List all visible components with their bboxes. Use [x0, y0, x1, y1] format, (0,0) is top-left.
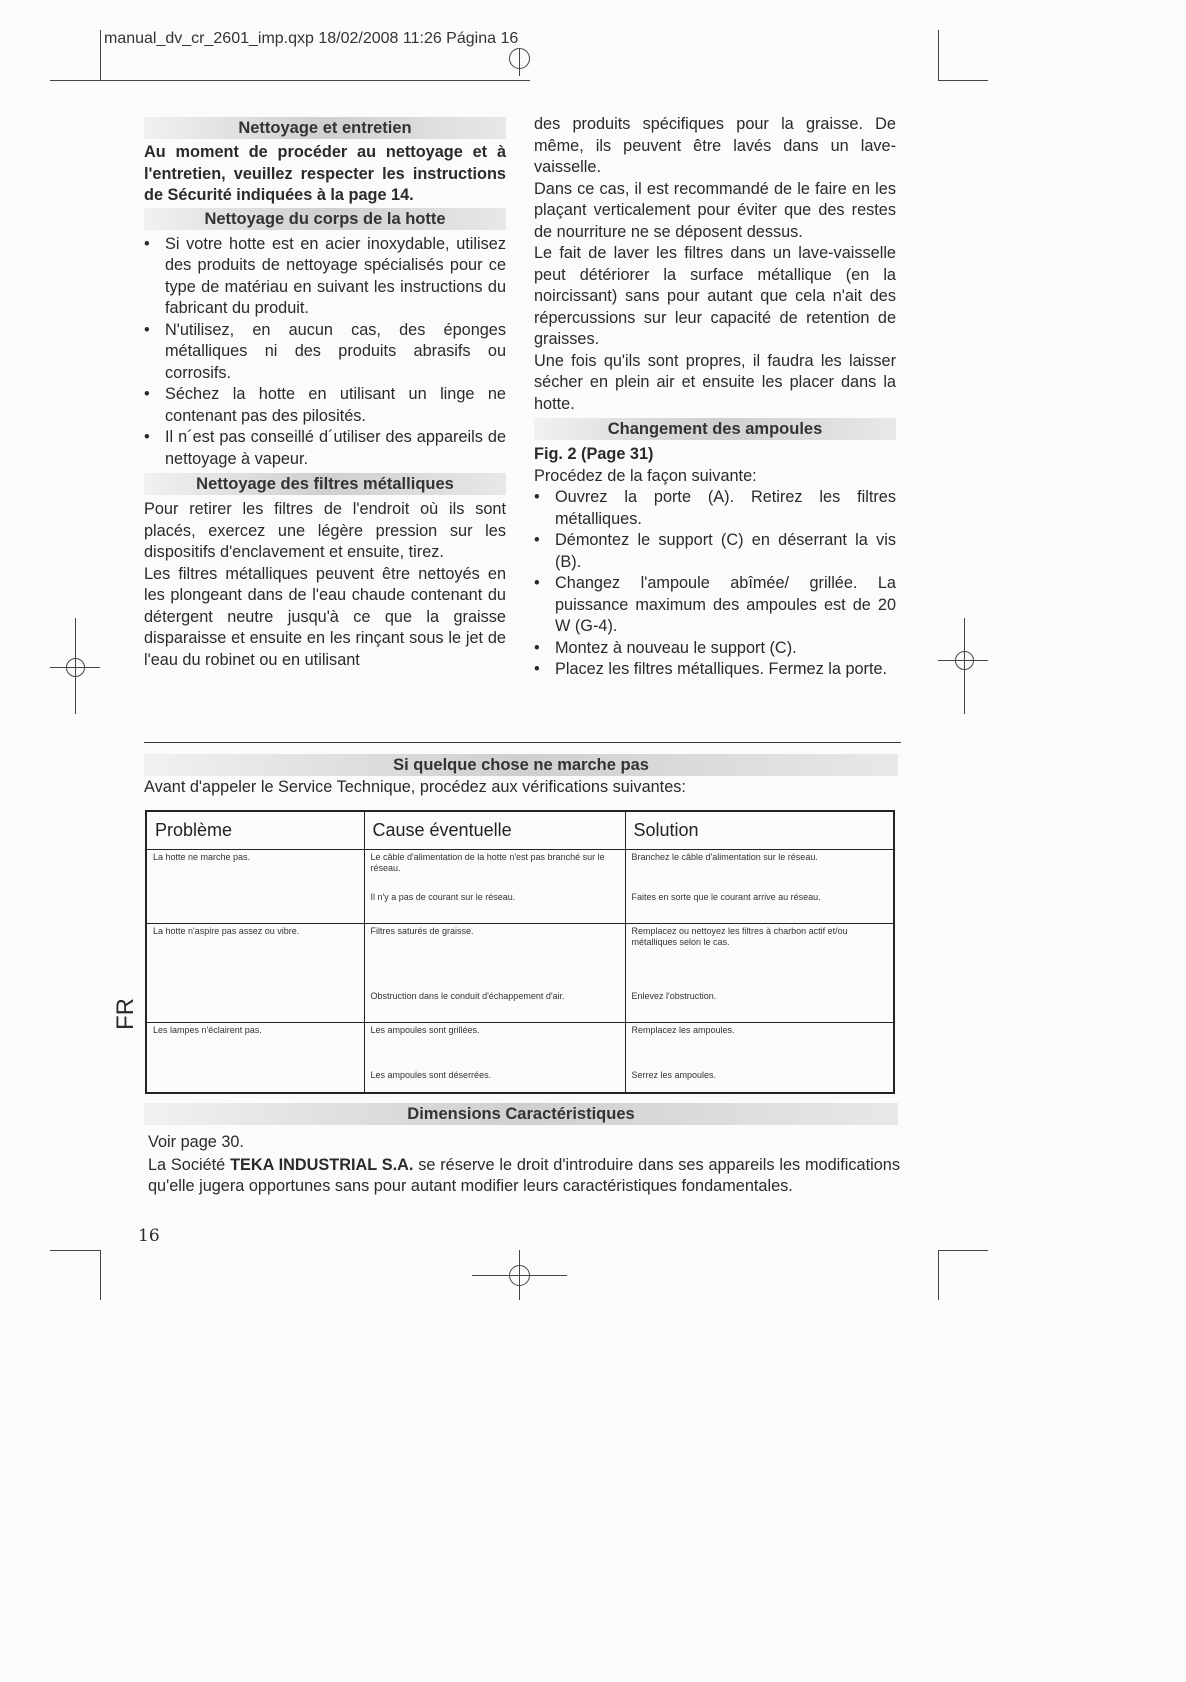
crop-mark: [938, 1250, 988, 1251]
crop-mark: [100, 80, 530, 81]
cause-cell: Filtres saturés de graisse.: [364, 924, 625, 990]
safety-warning: Au moment de procéder au nettoyage et à l'entretien, veuillez respecter les instructions de Sécurité indiquées à la page 14.: [144, 143, 506, 204]
crop-mark: [50, 1250, 101, 1251]
bulb-steps-list: [534, 487, 896, 681]
paragraph: Dans ce cas, il est recommandé de le faire en les plaçant verticalement pour éviter que des restes de nourriture ne se déposent dessus.: [534, 179, 896, 241]
dimensions-text: [148, 1132, 900, 1198]
section-heading-troubleshooting: Si quelque chose ne marche pas: [144, 754, 898, 776]
table-row: [146, 1023, 894, 1069]
divider: [144, 742, 901, 743]
table-row: [146, 1068, 894, 1093]
solution-cell: Enlevez l'obstruction.: [625, 989, 894, 1022]
solution-cell: Branchez le câble d'alimentation sur le réseau.: [625, 850, 894, 891]
troubleshooting-table: [145, 810, 895, 1094]
crop-mark: [938, 80, 988, 81]
paragraph: Pour retirer les filtres de l'endroit où ils sont placés, exercez une légère pression sur les dispositifs d'enclavement et ensuite, tirez.: [144, 500, 506, 561]
crop-mark: [50, 80, 101, 81]
cause-cell: Le câble d'alimentation de la hotte n'est pas branché sur le réseau.: [364, 850, 625, 891]
section-heading-filters: Nettoyage des filtres métalliques: [144, 473, 506, 495]
column-header: Problème: [146, 811, 364, 850]
disclaimer: [148, 1155, 900, 1198]
solution-cell: Serrez les ampoules.: [625, 1068, 894, 1093]
table-header-row: [146, 811, 894, 850]
disclaimer-start: La Société: [148, 1155, 231, 1174]
language-tab: FR: [112, 998, 139, 1030]
problem-cell: [146, 1068, 364, 1093]
table-row: [146, 989, 894, 1022]
crop-mark: [938, 1250, 939, 1300]
list-item: • N'utilisez, en aucun cas, des éponges métalliques ni des produits abrasifs ou corrosifs.: [144, 320, 506, 385]
paragraph: Procédez de la façon suivante:: [534, 466, 757, 485]
section-heading-cleaning: Nettoyage et entretien: [144, 117, 506, 139]
problem-cell: Les lampes n'éclairent pas.: [146, 1023, 364, 1069]
crop-mark: [100, 30, 101, 80]
list-item: • Ouvrez la porte (A). Retirez les filtres métalliques.: [534, 487, 896, 530]
list-item: • Si votre hotte est en acier inoxydable, utilisez des produits de nettoyage spécialisés pour ce type de matériau en suivant les instructions du fabricant du produit.: [144, 234, 506, 320]
solution-cell: Remplacez ou nettoyez les filtres à charbon actif et/ou métalliques selon le cas.: [625, 924, 894, 990]
crop-mark: [100, 1250, 101, 1300]
problem-cell: [146, 890, 364, 923]
paragraph: Le fait de laver les filtres dans un lave-vaisselle peut détériorer la surface métallique (en la noircissant) sans pour autant que cela n'ait des répercussions sur leur capacité de retention de graisses.: [534, 244, 896, 348]
list-item: • Placez les filtres métalliques. Fermez la porte.: [534, 659, 896, 681]
problem-cell: La hotte ne marche pas.: [146, 850, 364, 891]
column-header: Cause éventuelle: [364, 811, 625, 850]
troubleshooting-intro: Avant d'appeler le Service Technique, procédez aux vérifications suivantes:: [144, 778, 686, 796]
cause-cell: Les ampoules sont déserrées.: [364, 1068, 625, 1093]
cause-cell: Les ampoules sont grillées.: [364, 1023, 625, 1069]
list-item: • Séchez la hotte en utilisant un linge ne contenant pas des pilosités.: [144, 384, 506, 427]
list-item: • Montez à nouveau le support (C).: [534, 638, 896, 660]
see-page: Voir page 30.: [148, 1133, 244, 1151]
table-row: [146, 890, 894, 923]
hood-body-list: [144, 234, 506, 471]
section-heading-dimensions: Dimensions Caractéristiques: [144, 1103, 898, 1125]
paragraph: des produits spécifiques pour la graisse. De même, ils peuvent être lavés dans un lave-vaisselle.: [534, 115, 896, 176]
disclaimer-end: se réserve le droit d'introduire dans ses appareils les modifications qu'elle jugera opportunes sans pour autant modifier leurs caractéristiques fondamentales.: [148, 1155, 900, 1195]
list-item: • Démontez le support (C) en déserrant la vis (B).: [534, 530, 896, 573]
table-row: [146, 850, 894, 891]
company-name: TEKA INDUSTRIAL S.A.: [230, 1155, 414, 1174]
crop-mark: [938, 30, 939, 80]
page-number: 16: [138, 1226, 160, 1246]
problem-cell: [146, 989, 364, 1022]
problem-cell: La hotte n'aspire pas assez ou vibre.: [146, 924, 364, 990]
section-heading-hood-body: Nettoyage du corps de la hotte: [144, 208, 506, 230]
right-column: [534, 114, 896, 681]
list-item: • Il n´est pas conseillé d´utiliser des appareils de nettoyage à vapeur.: [144, 427, 506, 470]
left-column: [144, 117, 506, 671]
column-header: Solution: [625, 811, 894, 850]
figure-reference: Fig. 2 (Page 31): [534, 445, 654, 463]
cause-cell: Obstruction dans le conduit d'échappement d'air.: [364, 989, 625, 1022]
cause-cell: Il n'y a pas de courant sur le réseau.: [364, 890, 625, 923]
solution-cell: Faites en sorte que le courant arrive au réseau.: [625, 890, 894, 923]
section-heading-bulbs: Changement des ampoules: [534, 418, 896, 440]
paragraph: Les filtres métalliques peuvent être nettoyés en les plongeant dans de l'eau chaude contenant du détergent neutre jusqu'à ce que la graisse disparaisse et ensuite en les rinçant sous le jet de l'eau du robinet ou en utilisant: [144, 564, 506, 669]
print-slug: manual_dv_cr_2601_imp.qxp 18/02/2008 11:26 Página 16: [104, 30, 519, 47]
table-row: [146, 924, 894, 990]
solution-cell: Remplacez les ampoules.: [625, 1023, 894, 1069]
paragraph: Une fois qu'ils sont propres, il faudra les laisser sécher en plein air et ensuite les placer dans la hotte.: [534, 351, 896, 413]
list-item: • Changez l'ampoule abîmée/ grillée. La puissance maximum des ampoules est de 20 W (G-4).: [534, 573, 896, 638]
